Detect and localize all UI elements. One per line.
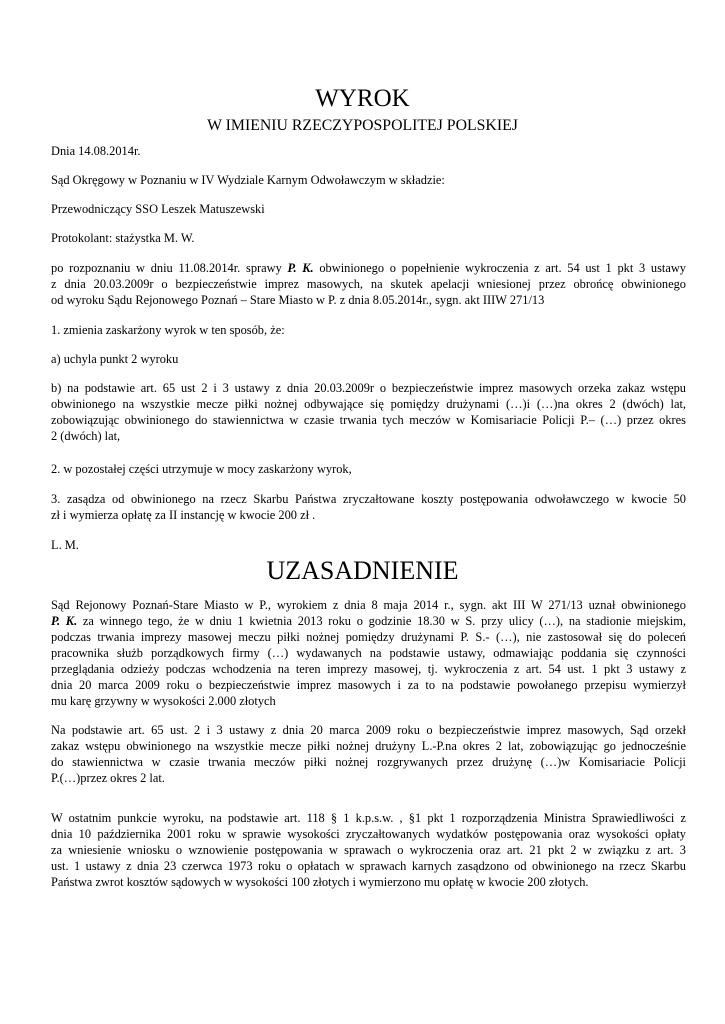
justification-line bbox=[51, 613, 686, 629]
case-line: od wyroku Sądu Rejonowego Poznań – Stare Miasto w P. z dnia 8.05.2014r., sygn. akt IIIW 271/13 bbox=[51, 293, 545, 307]
case-line bbox=[51, 260, 686, 276]
case-line: z dnia 20.03.2009r o bezpieczeństwie imprez masowych, na skutek apelacji wniesionej przez obrońcę obwinionego bbox=[51, 277, 686, 291]
justification-line: dnia 20 marca 2009 roku o bezpieczeństwie imprez masowych i za to na podstawie powołanego przepisu wymierzył bbox=[51, 678, 686, 692]
ruling-point-b-line: b) na podstawie art. 65 ust 2 i 3 ustawy z dnia 20.03.2009r o bezpieczeństwie imprez masowych orzeka zakaz wstępu bbox=[51, 381, 686, 395]
ruling-point-b-line: zobowiązując obwinionego do stawiennictwa w czasie trwania tych meczów w Komisariacie Policji P.– (…) przez okres bbox=[51, 413, 686, 427]
ruling-point-a: a) uchyla punkt 2 wyroku bbox=[51, 352, 179, 366]
justification-line: za wniesienie wniosku o wznowienie postępowania w sprawach o wykroczenia oraz art. 21 pkt 2 w związku z art. 3 bbox=[51, 843, 686, 857]
presiding-judge: Przewodniczący SSO Leszek Matuszewski bbox=[51, 202, 265, 216]
case-text: obwinionego o popełnienie wykroczenia z art. 54 ust 1 pkt 3 ustawy bbox=[313, 261, 686, 275]
ruling-point-b-line: obwinionego na wszystkie mecze piłki nożnej odbywające się pomiędzy drużynami (…)i (…)na okres 2 (dwóch) lat, bbox=[51, 397, 686, 411]
justification-line: W ostatnim punkcie wyroku, na podstawie art. 118 § 1 k.p.s.w. , §1 pkt 1 rozporządzenia Ministra Sprawiedliwości z bbox=[51, 811, 686, 825]
justification-line: P.(…)przez okres 2 lat. bbox=[51, 771, 165, 785]
justification-line: podczas trwania imprezy masowej meczu piłki nożnej pomiędzy drużynami P. S.- (…), nie zastosował się do poleceń bbox=[51, 630, 686, 644]
justification-line: do stawiennictwa w czasie trwania meczów piłki nożnej rozgrywanych przez drużynę (…)w Komisariacie Policji bbox=[51, 755, 686, 769]
justification-line: dnia 10 października 2001 roku w sprawie wysokości zryczałtowanych wydatków postępowania oraz wysokości opłaty bbox=[51, 827, 686, 841]
justification-line: ust. 1 ustawy z dnia 23 czerwca 1973 roku o opłatach w sprawach karnych zasądzono od obwinionego na rzecz Skarbu bbox=[51, 859, 686, 873]
ruling-point-3-line: zł i wymierza opłatę za II instancję w kwocie 200 zł . bbox=[51, 508, 316, 522]
case-text: po rozpoznaniu w dniu 11.08.2014r. sprawy bbox=[51, 261, 288, 275]
court-composition: Sąd Okręgowy w Poznaniu w IV Wydziale Karnym Odwoławczym w składzie: bbox=[51, 173, 445, 187]
ruling-point-3-line: 3. zasądza od obwinionego na rzecz Skarbu Państwa zryczałtowane koszty postępowania odwoławczego w kwocie 50 bbox=[51, 492, 686, 506]
justification-line: zakaz wstępu obwinionego na wszystkie mecze piłki nożnej drużyny L.-P.na okres 2 lat, zobowiązując go jednocześnie bbox=[51, 739, 686, 753]
justification-line: Sąd Rejonowy Poznań-Stare Miasto w P., wyrokiem z dnia 8 maja 2014 r., sygn. akt III W 271/13 uznał obwinionego bbox=[51, 598, 686, 612]
document-subtitle: W IMIENIU RZECZYPOSPOLITEJ POLSKIEJ bbox=[207, 117, 518, 134]
justification-line: Państwa zwrot kosztów sądowych w wysokości 100 złotych i wymierzono mu opłatę w kwocie 200 złotych. bbox=[51, 875, 589, 889]
justification-line: mu karę grzywny w wysokości 2.000 złotych bbox=[51, 694, 276, 708]
document-title: WYROK bbox=[315, 85, 410, 112]
justification-text: za winnego tego, że w dniu 1 kwietnia 2013 roku o godzinie 18.30 w S. przy ulicy (…), na stadionie miejskim, bbox=[77, 614, 686, 628]
justification-line: pracownika służb porządkowych firmy (…) wydawanych na podstawie ustawy, odmawiając poddania się czynności bbox=[51, 646, 686, 660]
judgment-date: Dnia 14.08.2014r. bbox=[51, 144, 141, 158]
signature-initials: L. M. bbox=[51, 538, 79, 552]
ruling-point-2: 2. w pozostałej części utrzymuje w mocy zaskarżony wyrok, bbox=[51, 462, 352, 476]
ruling-point-1: 1. zmienia zaskarżony wyrok w ten sposób, że: bbox=[51, 323, 285, 337]
court-clerk: Protokolant: stażystka M. W. bbox=[51, 231, 195, 245]
justification-line: przeglądania odzieży podczas wchodzenia na teren imprezy masowej, tj. wykroczenia z art. 54 ust. 1 pkt 3 ustawy z bbox=[51, 662, 686, 676]
defendant-initials: P. K. bbox=[287, 261, 314, 275]
justification-line: Na podstawie art. 65 ust. 2 i 3 ustawy z dnia 20 marca 2009 roku o bezpieczeństwie imprez masowych, Sąd orzekł bbox=[51, 723, 686, 737]
defendant-initials: P. K. bbox=[51, 614, 78, 628]
ruling-point-b-line: 2 (dwóch) lat, bbox=[51, 429, 121, 443]
justification-title: UZASADNIENIE bbox=[266, 556, 459, 585]
